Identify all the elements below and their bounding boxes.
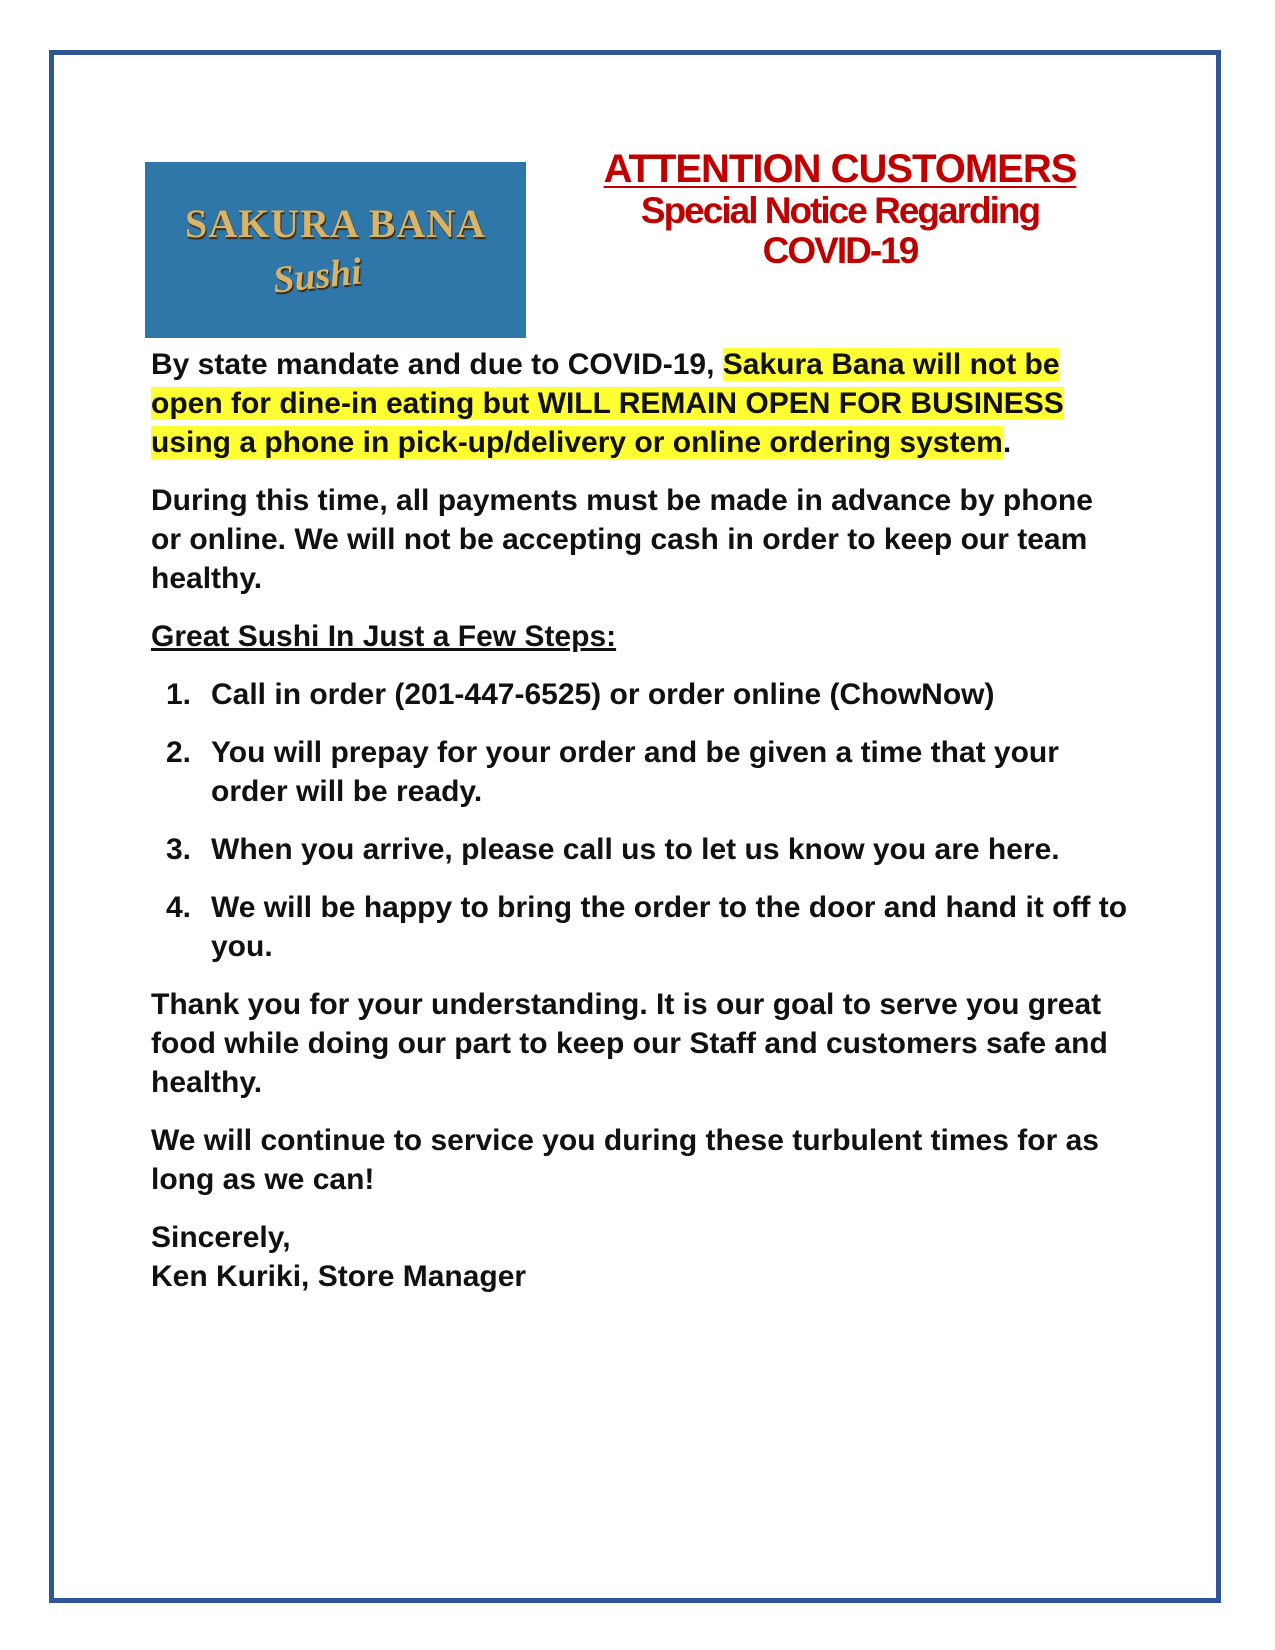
- step-item: [151, 675, 1131, 714]
- signoff-closing: Sincerely,: [151, 1221, 291, 1254]
- heading-topic: COVID-19: [762, 230, 918, 272]
- step-text: Call in order (201-447-6525) or order online (ChowNow): [211, 678, 995, 711]
- thanks-paragraph: Thank you for your understanding. It is our goal to serve you great food while doing our part to keep our Staff and customers safe and healthy.: [151, 988, 1108, 1099]
- step-text: You will prepay for your order and be given a time that your order will be ready.: [211, 736, 1059, 808]
- intro-end: .: [1002, 426, 1012, 459]
- continue-paragraph: We will continue to service you during these turbulent times for as long as we can!: [151, 1124, 1099, 1196]
- steps-title: Great Sushi In Just a Few Steps:: [151, 620, 617, 653]
- intro-plain: By state mandate and due to COVID-19,: [151, 348, 723, 381]
- logo-name: SAKURA BANA: [184, 201, 487, 246]
- step-number: 4.: [166, 891, 192, 924]
- step-number: 1.: [166, 678, 192, 711]
- heading-subtitle: Special Notice Regarding: [640, 190, 1040, 232]
- heading-title: ATTENTION CUSTOMERS: [603, 147, 1077, 191]
- notice-heading: [580, 148, 1100, 271]
- step-text: We will be happy to bring the order to the door and hand it off to you.: [211, 891, 1128, 963]
- step-item: [151, 830, 1131, 869]
- steps-list: [151, 675, 1131, 966]
- step-item: [151, 888, 1131, 966]
- step-text: When you arrive, please call us to let us know you are here.: [211, 833, 1060, 866]
- intro-paragraph: [151, 345, 1131, 462]
- notice-body: [151, 345, 1131, 1315]
- sakura-bana-logo: [145, 162, 526, 338]
- logo-script: Sushi: [271, 250, 364, 302]
- payment-paragraph: During this time, all payments must be made in advance by phone or online. We will not be accepting cash in order to keep our team healthy.: [151, 484, 1093, 595]
- intro-highlight: Sakura Bana will not be open for dine-in eating but WILL REMAIN OPEN FOR BUSINESS using a phone in pick-up/delivery or online ordering system: [151, 348, 1064, 459]
- step-number: 2.: [166, 736, 192, 769]
- step-item: [151, 733, 1131, 811]
- signoff: [151, 1218, 1131, 1296]
- step-number: 3.: [166, 833, 192, 866]
- signoff-name: Ken Kuriki, Store Manager: [151, 1260, 527, 1293]
